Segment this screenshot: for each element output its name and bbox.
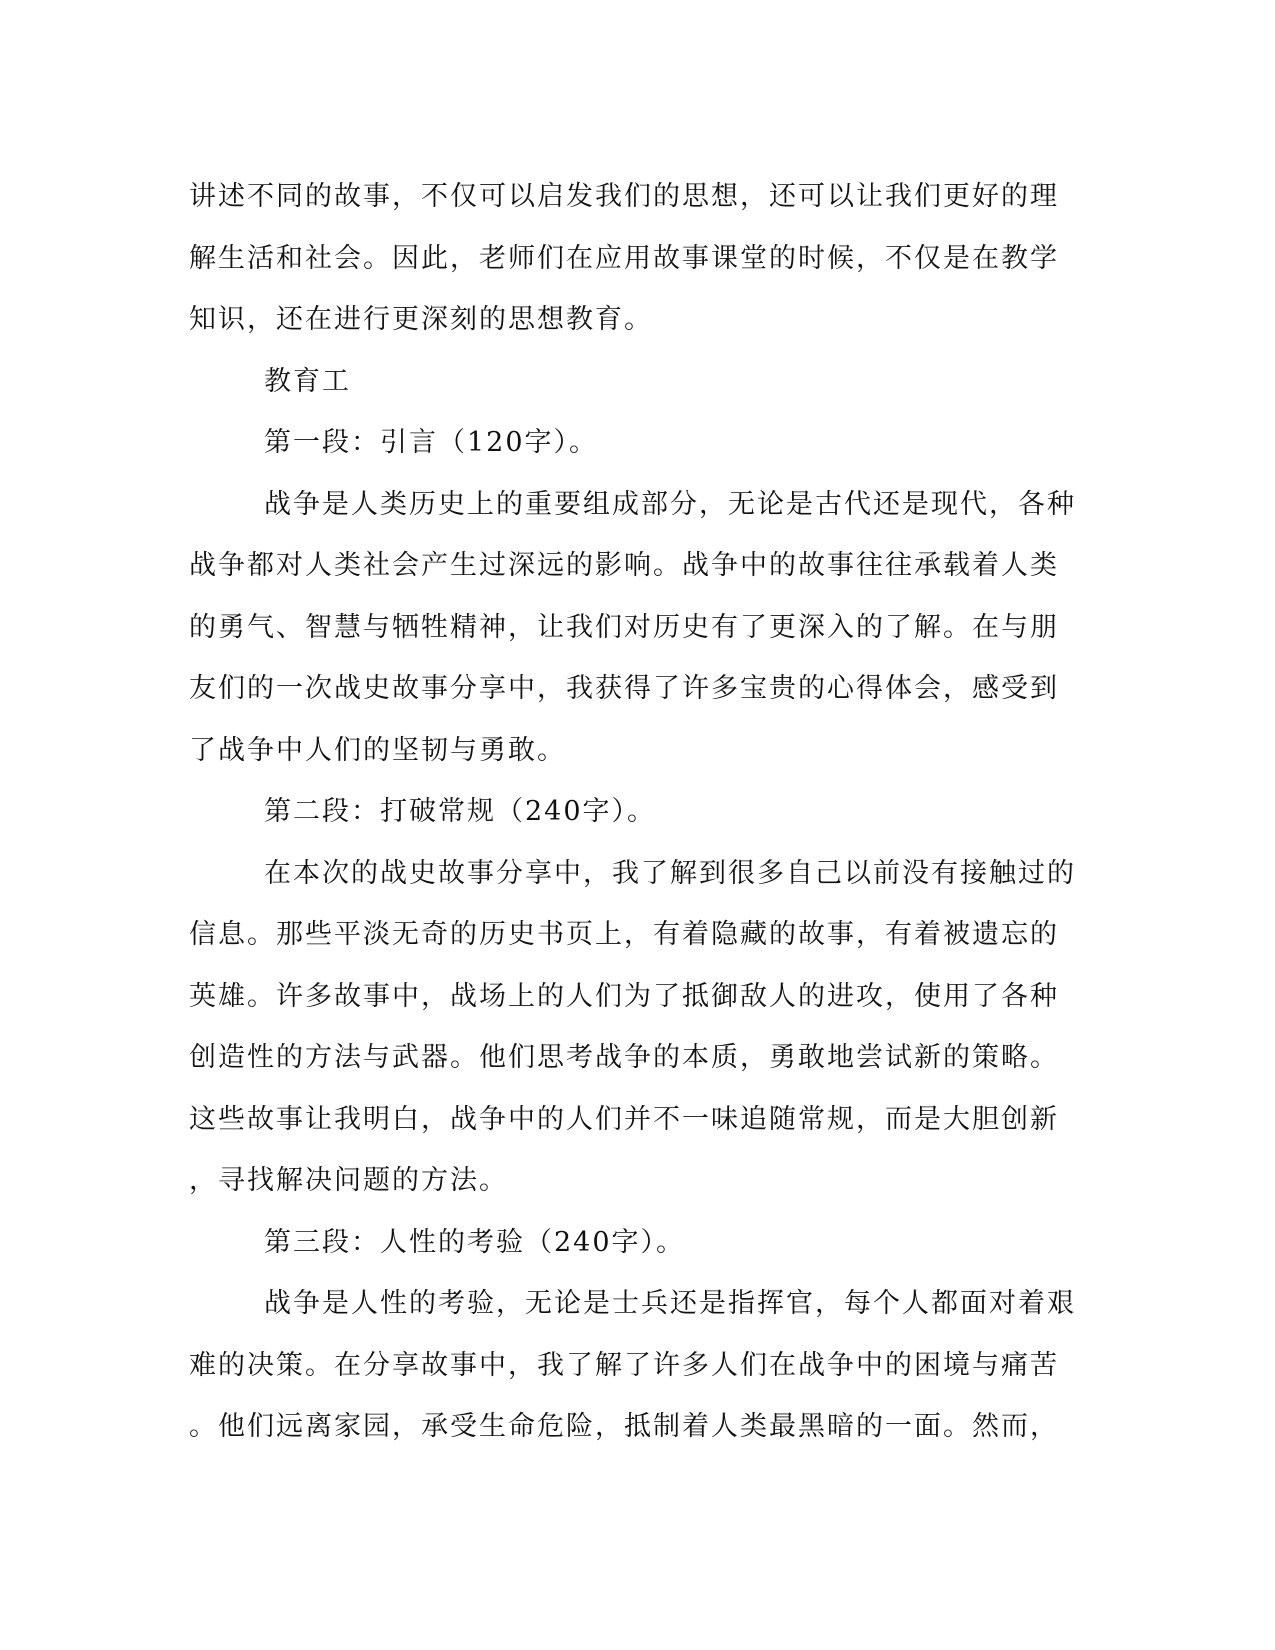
text-line: 讲述不同的故事，不仅可以启发我们的思想，还可以让我们更好的理 [189, 181, 1059, 212]
text-line: 知识，还在进行更深刻的思想教育。 [189, 304, 653, 335]
text-line: 难的决策。在分享故事中，我了解了许多人们在战争中的困境与痛苦 [189, 1349, 1059, 1381]
text-line: 创造性的方法与武器。他们思考战争的本质，勇敢地尝试新的策略。 [189, 1042, 1059, 1073]
text-line: 的勇气、智慧与牺牲精神，让我们对历史有了更深入的了解。在与朋 [189, 611, 1059, 643]
text-line: 这些故事让我明白，战争中的人们并不一味追随常规，而是大胆创新 [189, 1103, 1059, 1135]
text-line: 战争是人类历史上的重要组成部分，无论是古代还是现代，各种 [264, 488, 1076, 520]
text-line: 战争都对人类社会产生过深远的影响。战争中的故事往往承载着人类 [189, 550, 1059, 581]
text-line: 战争是人性的考验，无论是士兵还是指挥官，每个人都面对着艰 [264, 1288, 1076, 1319]
text-line: 英雄。许多故事中，战场上的人们为了抵御敌人的进攻，使用了各种 [189, 980, 1059, 1012]
text-line: 友们的一次战史故事分享中，我获得了许多宝贵的心得体会，感受到 [189, 673, 1059, 704]
document-body [189, 166, 1089, 1458]
text-line: 。他们远离家园，承受生命危险，抵制着人类最黑暗的一面。然而， [189, 1411, 1059, 1442]
text-line: 了战争中人们的坚韧与勇敢。 [189, 734, 566, 766]
section-heading: 第三段：人性的考验（240字）。 [264, 1226, 686, 1258]
section-heading: 第二段：打破常规（240字）。 [264, 796, 657, 827]
text-line: 在本次的战史故事分享中，我了解到很多自己以前没有接触过的 [264, 857, 1076, 889]
section-heading: 第一段：引言（120字）。 [264, 427, 599, 458]
text-line: 教育工 [264, 365, 351, 397]
text-line: 信息。那些平淡无奇的历史书页上，有着隐藏的故事，有着被遗忘的 [189, 919, 1059, 950]
text-line: ，寻找解决问题的方法。 [189, 1165, 508, 1196]
text-line: 解生活和社会。因此，老师们在应用故事课堂的时候，不仅是在教学 [189, 242, 1059, 274]
